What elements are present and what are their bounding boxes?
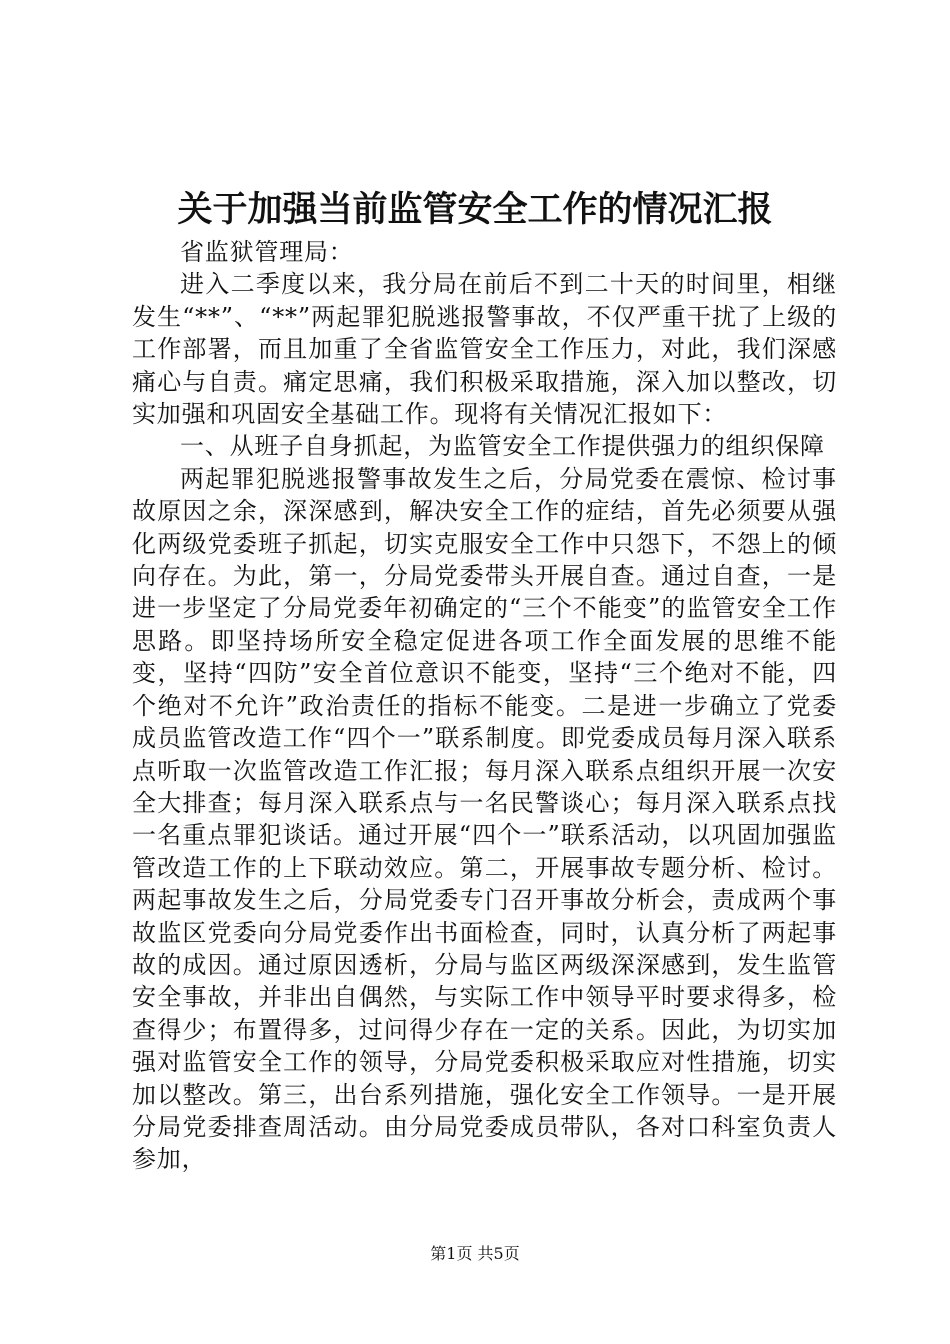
section-heading-1: 一、从班子自身抓起，为监管安全工作提供强力的组织保障 [180,432,825,461]
document-title: 关于加强当前监管安全工作的情况汇报 [177,189,773,230]
document-body [132,236,837,1176]
paragraph-intro: 进入二季度以来，我分局在前后不到二十天的时间里，相继发生“**”、“**”两起罪犯脱逃报警事故，不仅严重干扰了上级的工作部署，而且加重了全省监管安全工作压力，对此，我们深感痛心与自责。痛定思痛，我们积极采取措施，深入加以整改，切实加强和巩固安全基础工作。现将有关情况汇报如下： [132,270,837,429]
paragraph-section-1: 两起罪犯脱逃报警事故发生之后，分局党委在震惊、检讨事故原因之余，深深感到，解决安全工作的症结，首先必须要从强化两级党委班子抓起，切实克服安全工作中只怨下，不怨上的倾向存在。为此，第一，分局党委带头开展自查。通过自查，一是进一步坚定了分局党委年初确定的“三个不能变”的监管安全工作思路。即坚持场所安全稳定促进各项工作全面发展的思维不能变，坚持“四防”安全首位意识不能变，坚持“三个绝对不能，四个绝对不允许”政治责任的指标不能变。二是进一步确立了党委成员监管改造工作“四个一”联系制度。即党委成员每月深入联系点听取一次监管改造工作汇报；每月深入联系点组织开展一次安全大排查；每月深入联系点与一名民警谈心；每月深入联系点找一名重点罪犯谈话。通过开展“四个一”联系活动，以巩固加强监管改造工作的上下联动效应。第二，开展事故专题分析、检讨。两起事故发生之后，分局党委专门召开事故分析会，责成两个事故监区党委向分局党委作出书面检查，同时，认真分析了两起事故的成因。通过原因透析，分局与监区两级深深感到，发生监管安全事故，并非出自偶然，与实际工作中领导平时要求得多，检查得少；布置得多，过问得少存在一定的关系。因此，为切实加强对监管安全工作的领导，分局党委积极采取应对性措施，切实加以整改。第三，出台系列措施，强化安全工作领导。一是开展分局党委排查周活动。由分局党委成员带队，各对口科室负责人参加， [132,464,837,1174]
page-footer: 第1页 共5页 [430,1244,520,1263]
salutation: 省监狱管理局： [180,238,354,266]
